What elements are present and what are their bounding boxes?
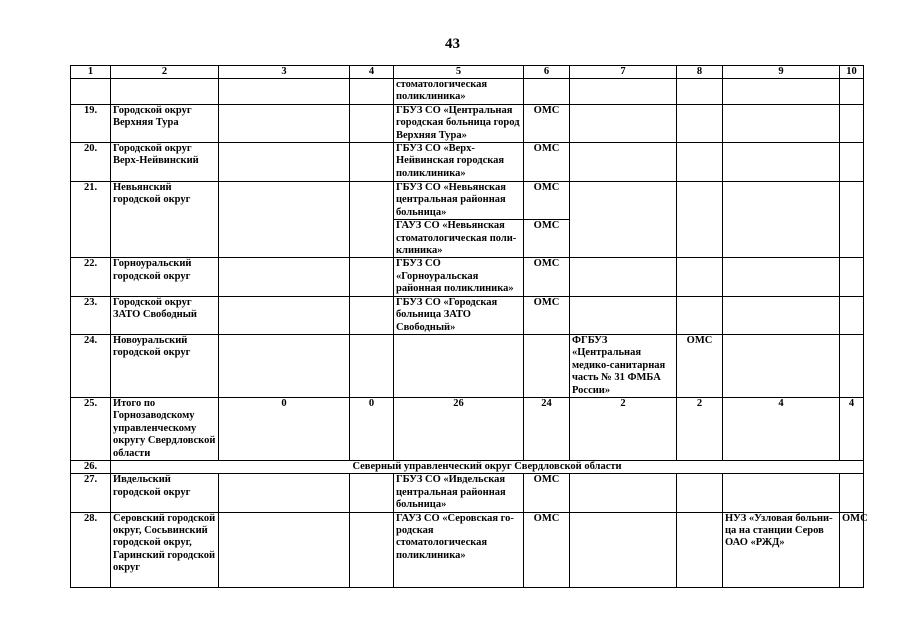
page-number: 43 bbox=[445, 36, 460, 52]
cell-col6: ОМС bbox=[524, 182, 570, 220]
column-header: 2 bbox=[111, 66, 219, 79]
table-row bbox=[71, 258, 864, 296]
column-header: 3 bbox=[219, 66, 350, 79]
cell-col6 bbox=[524, 79, 570, 105]
cell-col4 bbox=[350, 258, 394, 296]
cell-number: 24. bbox=[71, 334, 111, 397]
cell-col10 bbox=[840, 474, 864, 512]
cell-col7 bbox=[570, 296, 677, 334]
table-row bbox=[71, 334, 864, 397]
cell-col7 bbox=[570, 258, 677, 296]
cell-number: 20. bbox=[71, 143, 111, 182]
cell-col4 bbox=[350, 296, 394, 334]
cell-col4 bbox=[350, 182, 394, 258]
cell-col3 bbox=[219, 79, 350, 105]
table-row bbox=[71, 296, 864, 334]
cell-col4 bbox=[350, 512, 394, 587]
cell-municipality: Невьянский городской округ bbox=[111, 182, 219, 258]
cell-number: 27. bbox=[71, 474, 111, 512]
cell-organization: ГБУЗ СО «Верх-Нейвинская городская поликлиника» bbox=[394, 143, 524, 182]
cell-number: 26. bbox=[71, 460, 111, 473]
cell-col9 bbox=[723, 79, 840, 105]
cell-col8 bbox=[677, 296, 723, 334]
cell-col4 bbox=[350, 143, 394, 182]
cell-organization: ГБУЗ СО «Невьянская центральная районная больница» bbox=[394, 182, 524, 220]
cell-municipality: Новоуральский городской округ bbox=[111, 334, 219, 397]
cell-col8: ОМС bbox=[677, 334, 723, 397]
cell-col8 bbox=[677, 182, 723, 258]
table-section-row bbox=[71, 460, 864, 473]
cell-col8 bbox=[677, 258, 723, 296]
cell-municipality: Городской округ Верхняя Тура bbox=[111, 104, 219, 142]
cell-col6: ОМС bbox=[524, 512, 570, 587]
column-header: 6 bbox=[524, 66, 570, 79]
cell-organization: ГБУЗ СО «Ивдельская центральная районная больница» bbox=[394, 474, 524, 512]
cell-col6: ОМС bbox=[524, 296, 570, 334]
cell-col7 bbox=[570, 182, 677, 258]
cell-municipality: Городской округ Верх-Нейвинский bbox=[111, 143, 219, 182]
cell-col3 bbox=[219, 143, 350, 182]
cell-col4 bbox=[350, 334, 394, 397]
column-header: 9 bbox=[723, 66, 840, 79]
cell-col3 bbox=[219, 334, 350, 397]
cell-col8: 2 bbox=[677, 397, 723, 460]
cell-municipality: Городской округ ЗАТО Свободный bbox=[111, 296, 219, 334]
cell-col10 bbox=[840, 182, 864, 258]
cell-col6 bbox=[524, 334, 570, 397]
column-header: 4 bbox=[350, 66, 394, 79]
cell-col9 bbox=[723, 104, 840, 142]
column-header: 10 bbox=[840, 66, 864, 79]
cell-col4 bbox=[350, 79, 394, 105]
cell-organization: ГБУЗ СО «Городская больница ЗАТО Свободный» bbox=[394, 296, 524, 334]
cell-col6: 24 bbox=[524, 397, 570, 460]
cell-col6: ОМС bbox=[524, 220, 570, 258]
cell-col9 bbox=[723, 182, 840, 258]
cell-col9 bbox=[723, 334, 840, 397]
cell-col8 bbox=[677, 512, 723, 587]
cell-col8 bbox=[677, 474, 723, 512]
cell-col8 bbox=[677, 104, 723, 142]
cell-col6: ОМС bbox=[524, 104, 570, 142]
cell-number: 21. bbox=[71, 182, 111, 258]
cell-col3 bbox=[219, 182, 350, 258]
table-row bbox=[71, 79, 864, 105]
cell-organization: ГБУЗ СО «Центральная городская больница город Верхняя Тура» bbox=[394, 104, 524, 142]
cell-col7: 2 bbox=[570, 397, 677, 460]
cell-col9: 4 bbox=[723, 397, 840, 460]
cell-number bbox=[71, 79, 111, 105]
cell-col4: 0 bbox=[350, 397, 394, 460]
cell-organization: ГАУЗ СО «Серовская го-родская стоматологическая поликлиника» bbox=[394, 512, 524, 587]
cell-col7 bbox=[570, 79, 677, 105]
cell-col8 bbox=[677, 79, 723, 105]
cell-municipality: Итого по Горнозаводскому управленческому округу Свердловской области bbox=[111, 397, 219, 460]
cell-number: 22. bbox=[71, 258, 111, 296]
column-header: 7 bbox=[570, 66, 677, 79]
cell-organization: 26 bbox=[394, 397, 524, 460]
cell-col10: 4 bbox=[840, 397, 864, 460]
cell-col3 bbox=[219, 296, 350, 334]
cell-col4 bbox=[350, 474, 394, 512]
cell-col9 bbox=[723, 474, 840, 512]
cell-col10 bbox=[840, 143, 864, 182]
cell-col10 bbox=[840, 79, 864, 105]
cell-col7 bbox=[570, 143, 677, 182]
cell-col3 bbox=[219, 512, 350, 587]
cell-col7 bbox=[570, 104, 677, 142]
cell-col8 bbox=[677, 143, 723, 182]
cell-organization: ГАУЗ СО «Невьянская стоматологическая поли-клиника» bbox=[394, 220, 524, 258]
cell-col10: ОМС bbox=[840, 512, 864, 587]
cell-organization: стоматологическая поликлиника» bbox=[394, 79, 524, 105]
cell-col4 bbox=[350, 104, 394, 142]
cell-col6: ОМС bbox=[524, 258, 570, 296]
cell-number: 25. bbox=[71, 397, 111, 460]
cell-col7: ФГБУЗ «Центральная медико-санитарная часть № 31 ФМБА России» bbox=[570, 334, 677, 397]
cell-organization: ГБУЗ СО «Горноуральская районная поликлиника» bbox=[394, 258, 524, 296]
column-header: 8 bbox=[677, 66, 723, 79]
cell-col3 bbox=[219, 474, 350, 512]
section-heading: Северный управленческий округ Свердловской области bbox=[111, 460, 864, 473]
cell-number: 19. bbox=[71, 104, 111, 142]
cell-col6: ОМС bbox=[524, 143, 570, 182]
hospital-table bbox=[70, 65, 868, 588]
column-header: 5 bbox=[394, 66, 524, 79]
table-row bbox=[71, 474, 864, 512]
cell-col6: ОМС bbox=[524, 474, 570, 512]
cell-col9: НУЗ «Узловая больни-ца на станции Серов ОАО «РЖД» bbox=[723, 512, 840, 587]
table-header-row bbox=[71, 66, 864, 79]
cell-col10 bbox=[840, 296, 864, 334]
table-row bbox=[71, 104, 864, 142]
cell-number: 23. bbox=[71, 296, 111, 334]
cell-col9 bbox=[723, 258, 840, 296]
cell-municipality: Горноуральский городской округ bbox=[111, 258, 219, 296]
column-header: 1 bbox=[71, 66, 111, 79]
cell-organization bbox=[394, 334, 524, 397]
cell-col10 bbox=[840, 334, 864, 397]
cell-col7 bbox=[570, 512, 677, 587]
cell-municipality: Ивдельский городской округ bbox=[111, 474, 219, 512]
cell-col3 bbox=[219, 258, 350, 296]
cell-col3: 0 bbox=[219, 397, 350, 460]
table-row bbox=[71, 143, 864, 182]
cell-col10 bbox=[840, 104, 864, 142]
cell-col10 bbox=[840, 258, 864, 296]
cell-municipality: Серовский городской округ, Сосьвинский городской округ, Гаринский городской округ bbox=[111, 512, 219, 587]
cell-municipality bbox=[111, 79, 219, 105]
table-row-total bbox=[71, 397, 864, 460]
cell-col9 bbox=[723, 296, 840, 334]
table-row bbox=[71, 182, 864, 220]
cell-number: 28. bbox=[71, 512, 111, 587]
cell-col9 bbox=[723, 143, 840, 182]
cell-col7 bbox=[570, 474, 677, 512]
table-row bbox=[71, 512, 864, 587]
cell-col3 bbox=[219, 104, 350, 142]
